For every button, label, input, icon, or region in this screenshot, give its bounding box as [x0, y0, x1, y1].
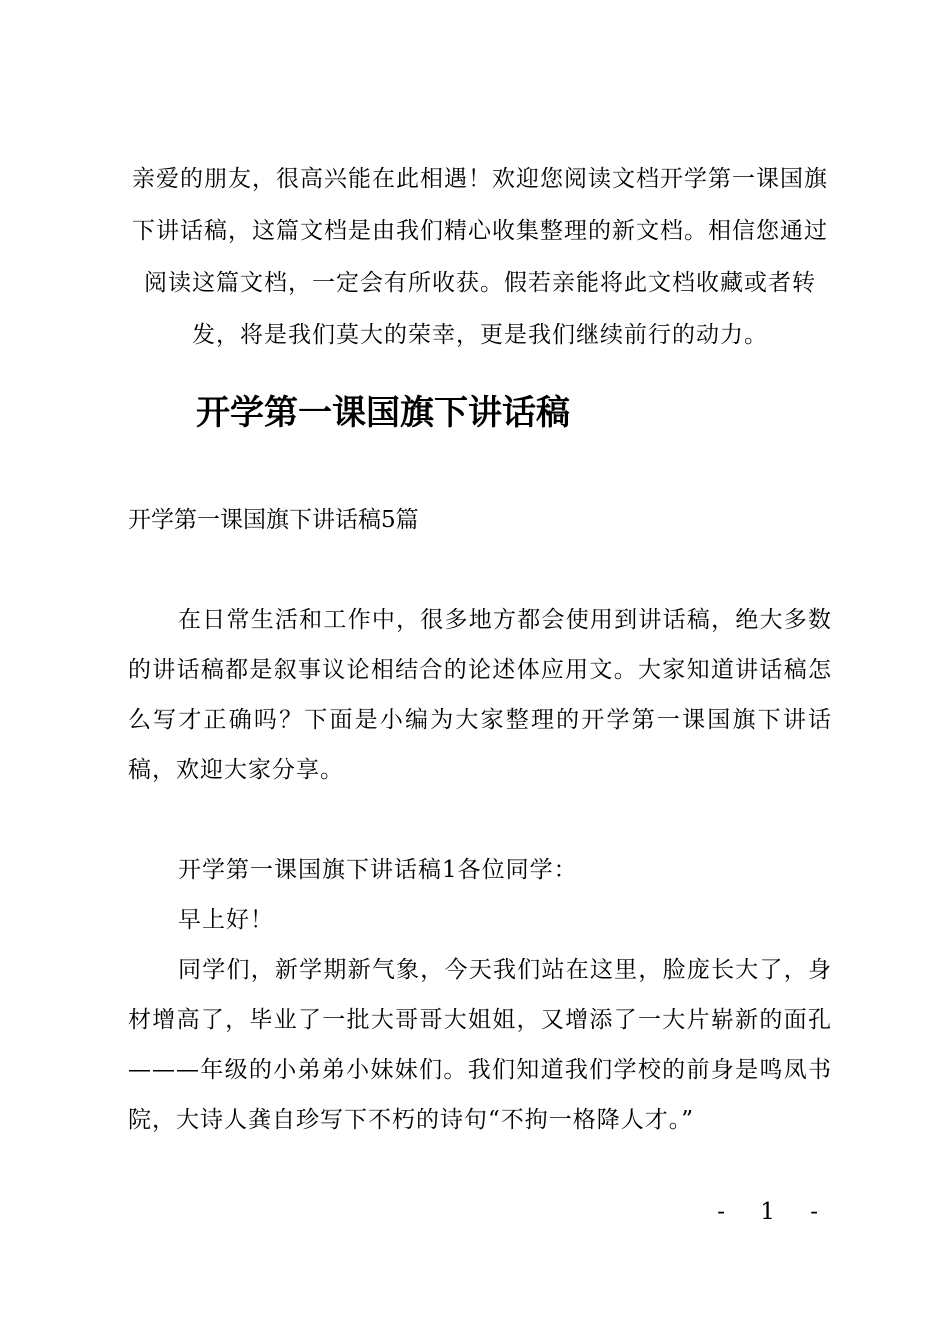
document-subtitle: 开学第一课国旗下讲话稿5篇 — [128, 507, 419, 533]
page-number: - 1 - — [717, 1199, 832, 1225]
document-title: 开学第一课国旗下讲话稿 — [196, 393, 570, 433]
body-paragraph-speech: 同学们，新学期新气象，今天我们站在这里，脸庞长大了，身材增高了，毕业了一批大哥哥大姐姐，又增添了一大片崭新的面孔———年级的小弟弟小妹妹们。我们知道我们学校的前身是鸣凤书院，大诗人龚自珍写下不朽的诗句“不拘一格降人才。” — [128, 957, 832, 1133]
intro-paragraph: 亲爱的朋友，很高兴能在此相遇！欢迎您阅读文档开学第一课国旗下讲话稿，这篇文档是由我们精心收集整理的新文档。相信您通过阅读这篇文档，一定会有所收获。假若亲能将此文档收藏或者转发，将是我们莫大的荣幸，更是我们继续前行的动力。 — [132, 166, 828, 348]
section-heading: 开学第一课国旗下讲话稿1各位同学： — [178, 857, 578, 883]
greeting-line: 早上好！ — [178, 907, 274, 933]
body-paragraph-intro: 在日常生活和工作中，很多地方都会使用到讲话稿，绝大多数的讲话稿都是叙事议论相结合的论述体应用文。大家知道讲话稿怎么写才正确吗？下面是小编为大家整理的开学第一课国旗下讲话稿，欢迎大家分享。 — [128, 607, 832, 783]
